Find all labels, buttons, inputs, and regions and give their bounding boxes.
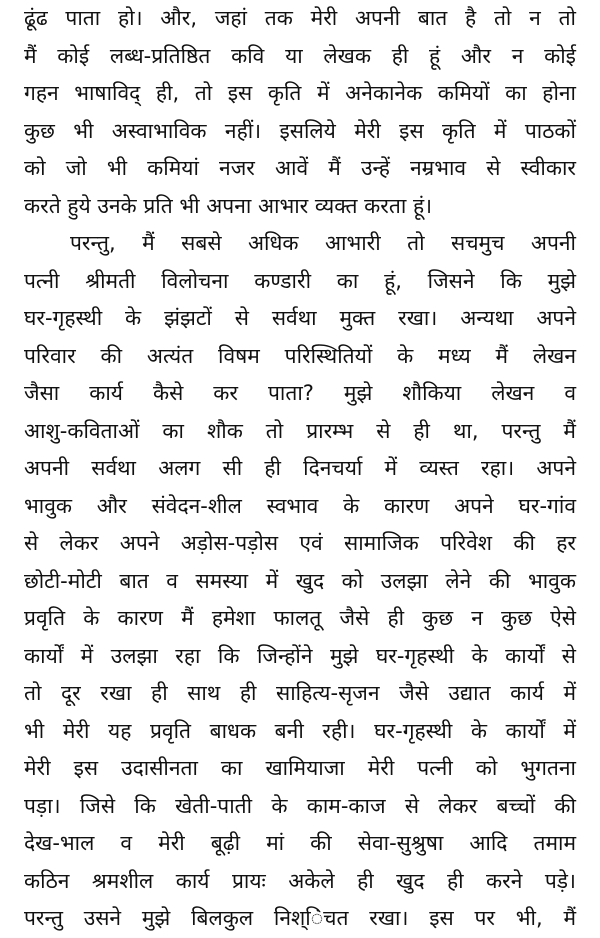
text-line: पत्नी श्रीमती विलोचना कण्डारी का हूं, जिसने कि मुझे: [24, 268, 576, 293]
text-line: छोटी-मोटी बात व समस्या में खुद को उलझा लेने की भावुक: [24, 568, 576, 593]
text-line: से लेकर अपने अड़ोस-पड़ोस एवं सामाजिक परिवेश की हर: [24, 531, 576, 555]
text-line: तो दूर रखा ही साथ ही साहित्य-सृजन जैसे उद्यात कार्य में: [24, 681, 576, 705]
text-line: ढूंढ पाता हो। और, जहां तक मेरी अपनी बात है तो न तो: [24, 6, 576, 30]
text-line: जैसा कार्य कैसे कर पाता? मुझे शौकिया लेखन व: [24, 381, 576, 405]
text-line: प्रवृति के कारण मैं हमेशा फालतू जैसे ही कुछ न कुछ ऐसे: [24, 606, 576, 630]
text-line: परन्तु उसने मुझे बिलकुल निश्िंचत रखा। इस पर भी, मैं: [24, 906, 576, 930]
paragraph-acknowledgement-wife: [24, 225, 576, 938]
text-line: करते हुये उनके प्रति भी अपना आभार व्यक्त करता हूं।: [24, 193, 433, 218]
text-line: मेरी इस उदासीनता का खामियाजा मेरी पत्नी को भुगतना: [24, 756, 576, 780]
text-line: देख-भाल व मेरी बूढ़ी मां की सेवा-सुश्रुषा आदि तमाम: [24, 831, 576, 855]
text-line: अपनी सर्वथा अलग सी ही दिनचर्या में व्यस्त रहा। अपने: [24, 456, 576, 480]
text-line: परिवार की अत्यंत विषम परिस्थितियों के मध्य मैं लेखन: [24, 343, 576, 368]
text-line: भावुक और संवेदन-शील स्वभाव के कारण अपने घर-गांव: [24, 493, 576, 518]
text-line: कुछ भी अस्वाभाविक नहीं। इसलिये मेरी इस कृति में पाठकों: [24, 118, 576, 143]
text-line-indented: परन्तु, मैं सबसे अधिक आभारी तो सचमुच अपनी: [70, 231, 576, 255]
text-line: भी मेरी यह प्रवृति बाधक बनी रही। घर-गृहस्थी के कार्यों में: [24, 718, 576, 743]
document-page: [24, 0, 576, 938]
text-line: पड़ा। जिसे कि खेती-पाती के काम-काज से लेकर बच्चों की: [24, 793, 576, 818]
text-line: को जो भी कमियां नजर आवें मैं उन्हें नम्रभाव से स्वीकार: [24, 156, 576, 180]
paragraph-acknowledgement-readers: [24, 0, 576, 225]
text-line: घर-गृहस्थी के झंझटों से सर्वथा मुक्त रखा। अन्यथा अपने: [24, 306, 576, 330]
text-line: मैं कोई लब्ध-प्रतिष्ठित कवि या लेखक ही हूं और न कोई: [24, 43, 576, 68]
text-line: गहन भाषाविद् ही, तो इस कृति में अनेकानेक कमियों का होना: [24, 81, 576, 105]
text-line: कठिन श्रमशील कार्य प्रायः अकेले ही खुद ही करने पड़े।: [24, 868, 576, 893]
text-line: कार्यों में उलझा रहा कि जिन्होंने मुझे घर-गृहस्थी के कार्यों से: [24, 643, 576, 668]
text-line: आशु-कविताओं का शौक तो प्रारम्भ से ही था, परन्तु मैं: [24, 418, 576, 443]
